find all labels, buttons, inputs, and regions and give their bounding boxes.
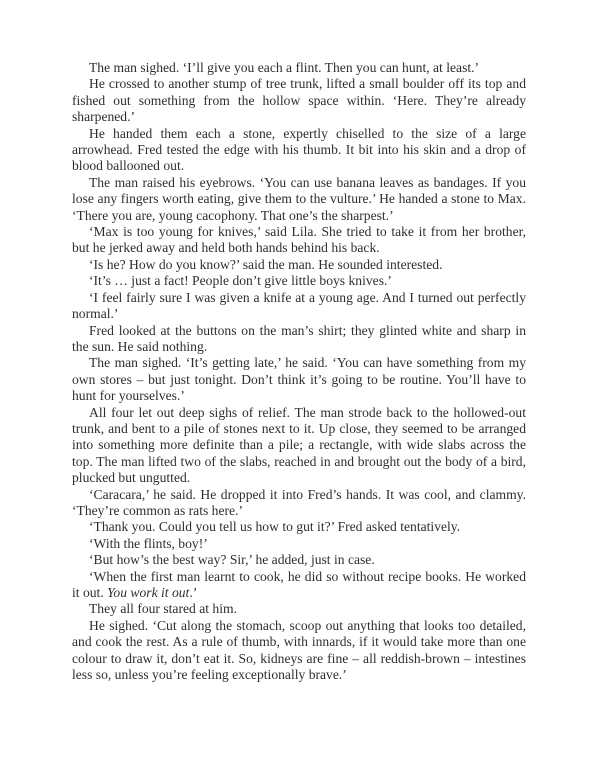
body-text: ‘When the first man learnt to cook, he did so without recipe books. He worked it out. (72, 568, 526, 600)
paragraph (72, 273, 526, 289)
body-text: ‘It’s … just a fact! People don’t give little boys knives.’ (89, 273, 392, 289)
paragraph (72, 224, 526, 257)
body-text: He sighed. ‘Cut along the stomach, scoop out anything that looks too detailed, and cook the rest. As a rule of thumb, with innards, if it would take more than one colour to draw it, don’t eat it. So, kidneys are fine – all reddish-brown – intestines less so, unless you’re feeling exceptionally brave.’ (72, 617, 526, 683)
body-text: He handed them each a stone, expertly chiselled to the size of a large arrowhead. Fred tested the edge with his thumb. It bit into his skin and a drop of blood ballooned out. (72, 125, 526, 174)
paragraph (72, 618, 526, 684)
paragraph (72, 601, 526, 617)
paragraph (72, 126, 526, 175)
paragraph (72, 355, 526, 404)
body-text: ‘Max is too young for knives,’ said Lila. She tried to take it from her brother, but he jerked away and held both hands behind his back. (72, 224, 526, 256)
paragraph (72, 536, 526, 552)
paragraph (72, 290, 526, 323)
body-text: They all four stared at him. (89, 601, 237, 617)
paragraph (72, 323, 526, 356)
body-text: ‘But how’s the best way? Sir,’ he added, just in case. (89, 552, 375, 568)
body-text: All four let out deep sighs of relief. The man strode back to the hollowed-out trunk, and bent to a pile of stones next to it. Up close, they seemed to be arranged into something more definite than a pile; a rectangle, with wide slabs across the top. The man lifted two of the slabs, reached in and brought out the body of a bird, plucked but ungutted. (72, 404, 526, 486)
paragraph (72, 175, 526, 224)
body-text: ‘Thank you. Could you tell us how to gut it?’ Fred asked tentatively. (89, 519, 461, 535)
body-text: ‘I feel fairly sure I was given a knife at a young age. And I turned out perfectly normal.’ (72, 289, 526, 322)
paragraph (72, 405, 526, 487)
page-text (72, 60, 526, 683)
body-text: Fred looked at the buttons on the man’s shirt; they glinted white and sharp in the sun. He said nothing. (72, 322, 526, 354)
body-text: .’ (189, 585, 198, 600)
paragraph (72, 569, 526, 602)
italic-text: You work it out (107, 585, 190, 600)
body-text: The man raised his eyebrows. ‘You can use banana leaves as bandages. If you lose any fingers worth eating, give them to the vulture.’ He handed a stone to Max. ‘There you are, young cacophony. That one’s the sharpest.’ (72, 174, 526, 223)
paragraph (72, 60, 526, 76)
body-text: The man sighed. ‘It’s getting late,’ he said. ‘You can have something from my own stores – but just tonight. Don’t think it’s going to be routine. You’ll have to hunt for yourselves.’ (72, 355, 526, 404)
body-text: ‘Is he? How do you know?’ said the man. He sounded interested. (89, 256, 443, 272)
paragraph (72, 257, 526, 273)
paragraph (72, 552, 526, 568)
body-text: ‘Caracara,’ he said. He dropped it into Fred’s hands. It was cool, and clammy. ‘They’re common as rats here.’ (72, 486, 526, 518)
body-text: He crossed to another stump of tree trunk, lifted a small boulder off its top and fished out something from the hollow space within. ‘Here. They’re already sharpened.’ (72, 76, 526, 125)
paragraph (72, 487, 526, 520)
paragraph (72, 76, 526, 125)
body-text: ‘With the flints, boy!’ (89, 535, 208, 551)
body-text: The man sighed. ‘I’ll give you each a flint. Then you can hunt, at least.’ (89, 60, 480, 75)
paragraph (72, 519, 526, 535)
